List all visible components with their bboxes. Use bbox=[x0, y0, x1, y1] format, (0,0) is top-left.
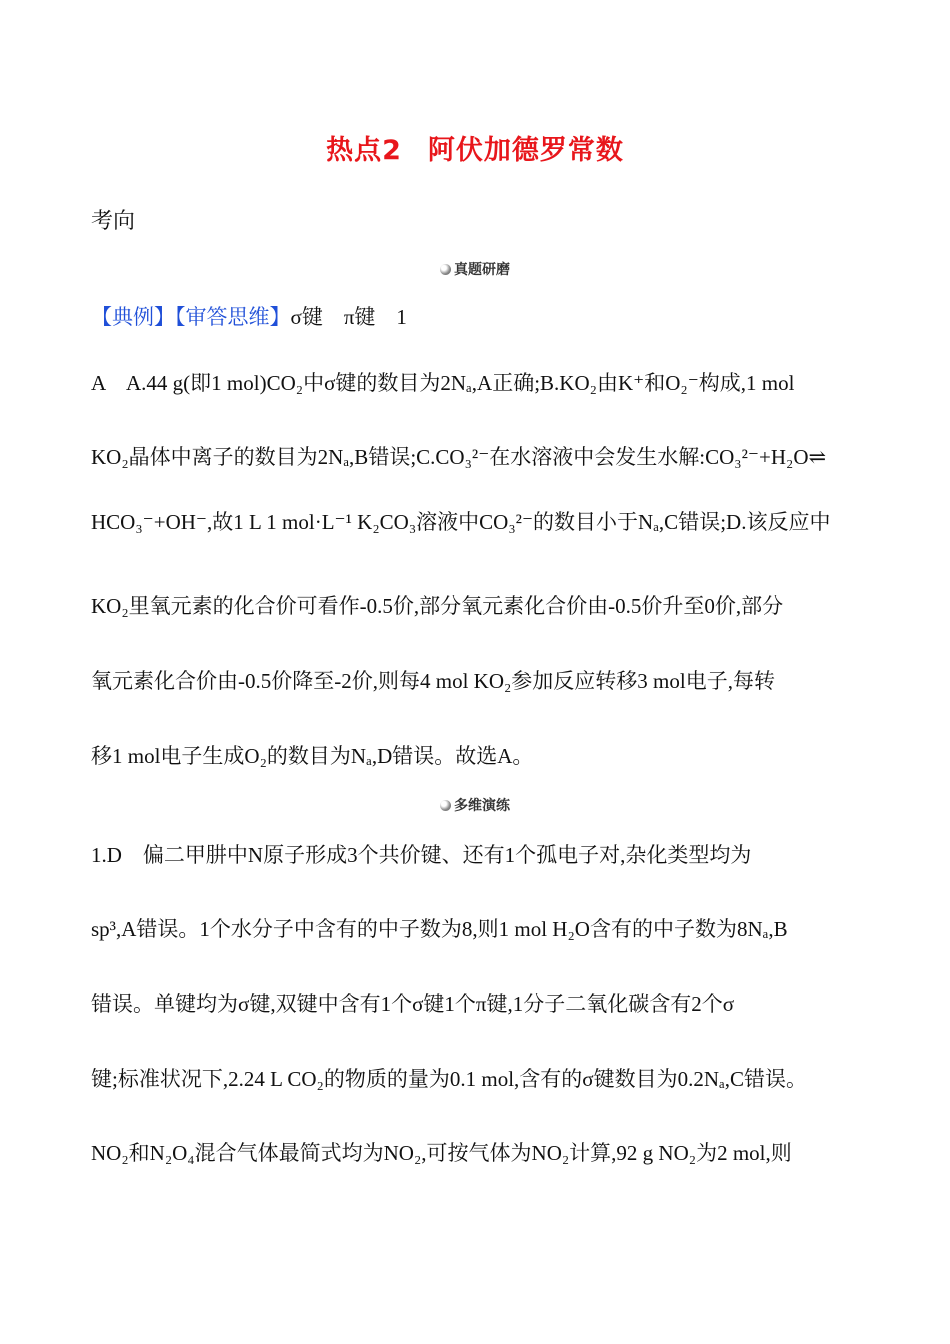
practice-line-3: 错误。单键均为σ键,双键中含有1个σ键1个π键,1分子二氧化碳含有2个σ bbox=[91, 992, 735, 1016]
practice-line-1: 1.D 偏二甲肼中N原子形成3个共价键、还有1个孤电子对,杂化类型均为 bbox=[91, 843, 752, 867]
shenda-label: 【审答思维】 bbox=[175, 305, 291, 329]
title-part-2: 阿伏加德罗常数 bbox=[427, 135, 624, 166]
answer-line-4: KO₂里氧元素的化合价可看作-0.5价,部分氧元素化合价由-0.5价升至0价,部分 bbox=[91, 594, 784, 618]
section-kaoxiang: 考向 bbox=[91, 209, 136, 234]
header-answer: σ键 π键 1 bbox=[290, 305, 407, 329]
answer-line-1: A A.44 g(即1 mol)CO₂中σ键的数目为2Nₐ,A正确;B.KO₂由K⁺和O₂⁻构成,1 mol bbox=[91, 371, 795, 395]
practice-line-2: sp³,A错误。1个水分子中含有的中子数为8,则1 mol H₂O含有的中子数为8Nₐ,B bbox=[91, 917, 788, 941]
section-tag-label: 真题研磨 bbox=[454, 262, 510, 278]
answer-line-2: KO₂晶体中离子的数目为2Nₐ,B错误;C.CO₃²⁻在水溶液中会发生水解:CO₃²⁻+H₂O⇌ bbox=[91, 445, 827, 469]
section-tag-zhenti bbox=[0, 259, 950, 279]
bullet-circle-icon bbox=[440, 800, 451, 811]
answer-line-6: 移1 mol电子生成O₂的数目为Nₐ,D错误。故选A。 bbox=[91, 744, 534, 768]
practice-line-5: NO₂和N₂O₄混合气体最简式均为NO₂,可按气体为NO₂计算,92 g NO₂为2 mol,则 bbox=[91, 1141, 792, 1165]
title-part-1: 热点2 bbox=[326, 135, 402, 166]
bullet-circle-icon bbox=[440, 264, 451, 275]
answer-line-5: 氧元素化合价由-0.5价降至-2价,则每4 mol KO₂参加反应转移3 mol电子,每转 bbox=[91, 669, 775, 693]
answer-line-3: HCO₃⁻+OH⁻,故1 L 1 mol·L⁻¹ K₂CO₃溶液中CO₃²⁻的数目小于Nₐ,C错误;D.该反应中 bbox=[91, 510, 831, 534]
section-tag-duowei bbox=[0, 795, 950, 815]
page-title bbox=[0, 128, 950, 167]
example-header-line bbox=[91, 302, 871, 332]
section-tag-label: 多维演练 bbox=[454, 798, 510, 814]
dianli-label: 【典例】 bbox=[91, 305, 175, 329]
practice-line-4: 键;标准状况下,2.24 L CO₂的物质的量为0.1 mol,含有的σ键数目为0.2Nₐ,C错误。 bbox=[91, 1067, 808, 1091]
